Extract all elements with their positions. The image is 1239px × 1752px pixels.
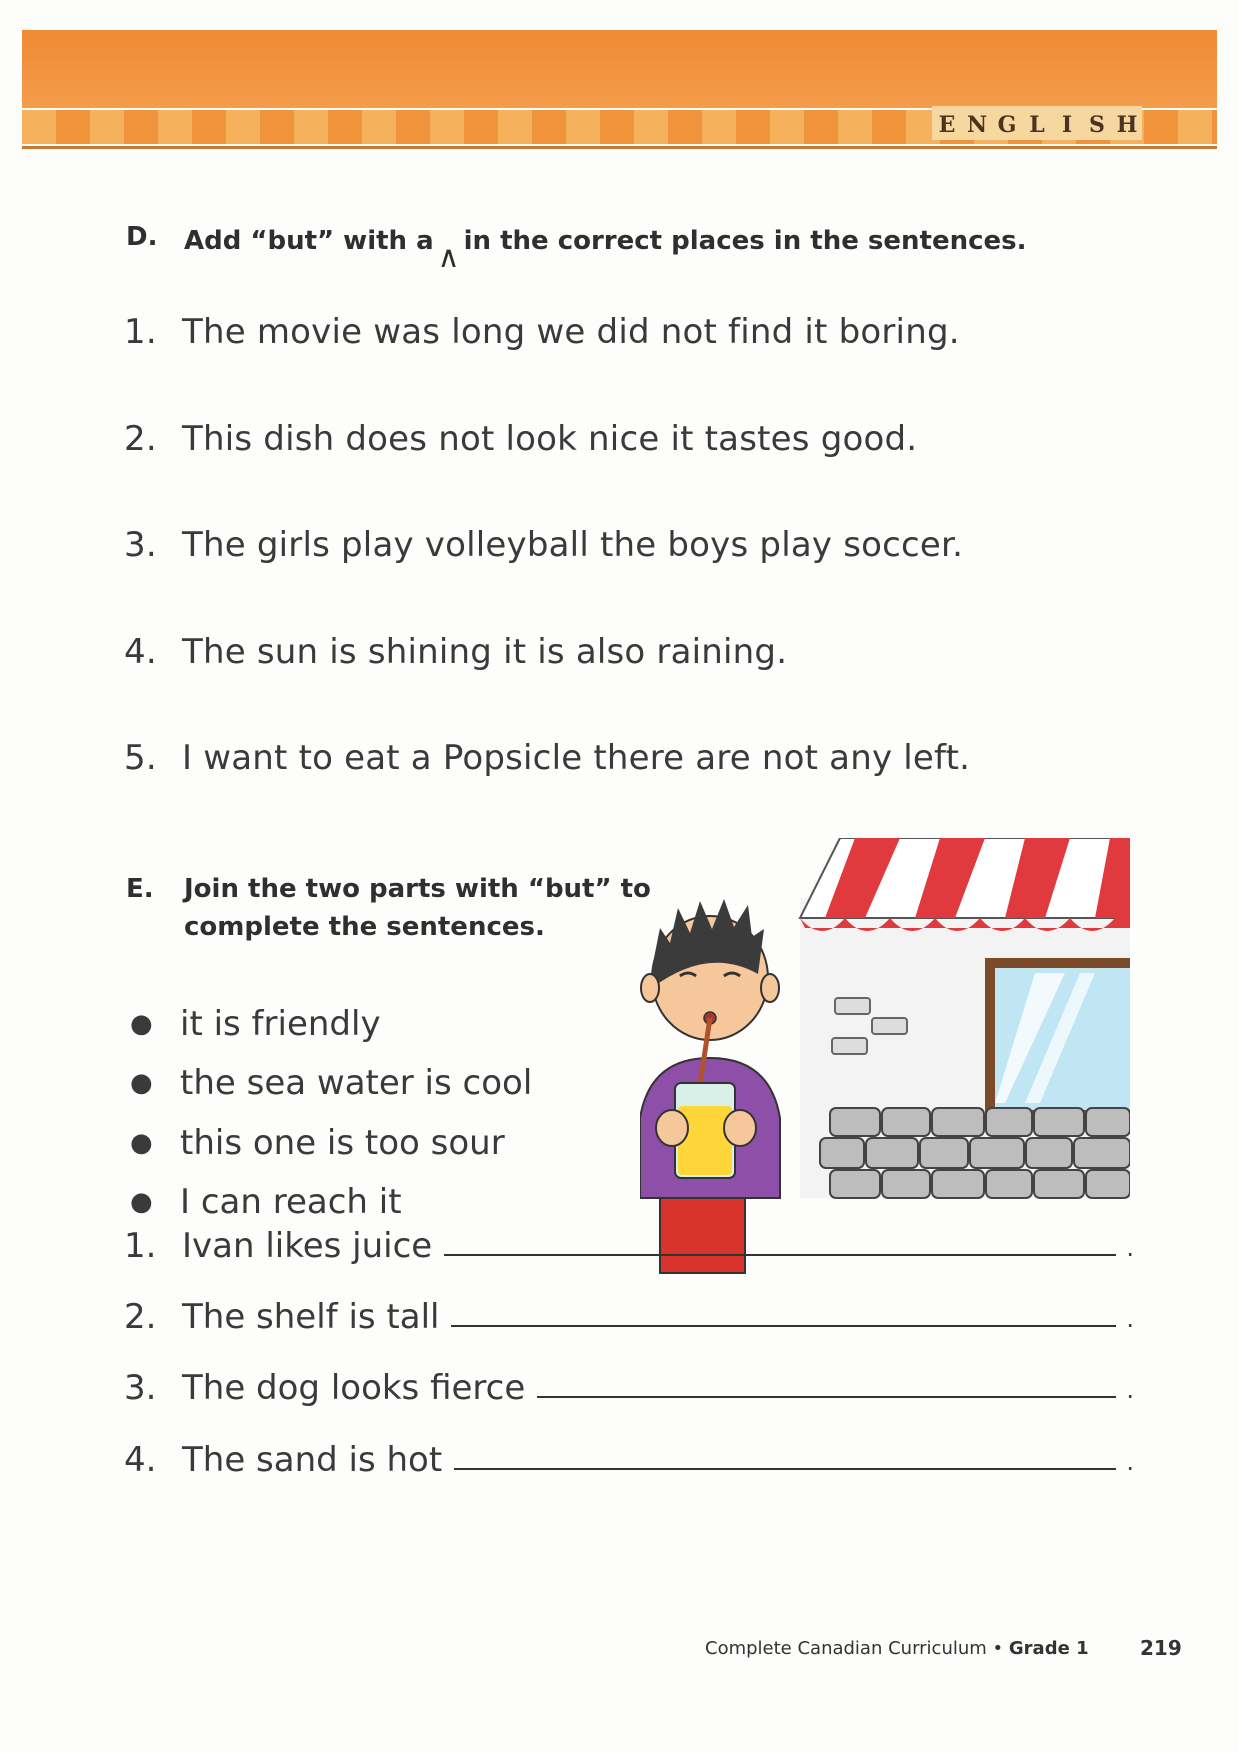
- sentence-number: 5.: [124, 738, 157, 778]
- answer-blank[interactable]: [454, 1466, 1116, 1470]
- option-item: [130, 1182, 402, 1222]
- option-item: [130, 1063, 532, 1103]
- subject-letter: E: [932, 106, 962, 140]
- option-item: [130, 1004, 381, 1044]
- sentence-text: The sand is hot: [182, 1440, 443, 1480]
- sentence-number: 2.: [124, 419, 157, 459]
- section-d-heading: [126, 222, 1106, 282]
- section-d-sentence: [124, 738, 970, 778]
- section-d-sentence: [124, 632, 787, 672]
- sentence-text: The shelf is tall: [182, 1297, 440, 1337]
- grade-label: Grade 1: [1008, 1638, 1089, 1659]
- fill-in-sentence: [124, 1297, 1134, 1337]
- section-d-sentence: [124, 419, 917, 459]
- answer-blank[interactable]: [444, 1252, 1116, 1256]
- banner-line: [22, 146, 1217, 149]
- sentence-end-mark: .: [1126, 1448, 1134, 1476]
- fill-in-sentence: [124, 1440, 1134, 1480]
- fill-in-sentence: [124, 1368, 1134, 1408]
- section-d-letter: D.: [126, 222, 158, 252]
- instruction-after: in the correct places in the sentences.: [463, 226, 1027, 256]
- subject-letter: H: [1112, 106, 1142, 140]
- section-e-letter: E.: [126, 874, 154, 904]
- footer-curriculum: [705, 1638, 1089, 1659]
- sentence-number: 3.: [124, 525, 157, 565]
- page-number: 219: [1140, 1636, 1182, 1660]
- subject-letter: G: [992, 106, 1022, 140]
- sentence-number: 4.: [124, 1440, 157, 1480]
- section-e-instruction-line2: complete the sentences.: [184, 912, 545, 942]
- sentence-number: 3.: [124, 1368, 157, 1408]
- bullet-icon: ●: [130, 1009, 153, 1039]
- sentence-number: 4.: [124, 632, 157, 672]
- option-item: [130, 1123, 505, 1163]
- banner-top: [22, 30, 1217, 108]
- bullet-icon: ●: [130, 1068, 153, 1098]
- subject-letter: N: [962, 106, 992, 140]
- section-e-instruction-line1: Join the two parts with “but” to: [184, 874, 651, 904]
- sentence-text: This dish does not look nice it tastes good.: [182, 419, 918, 459]
- option-text: I can reach it: [180, 1182, 402, 1222]
- subject-letter: I: [1052, 106, 1082, 140]
- caret-symbol: ∧: [437, 240, 460, 275]
- boy-drinking-juice-illustration: [640, 838, 1130, 1278]
- instruction-before: Add “but” with a: [184, 226, 434, 256]
- option-text: this one is too sour: [180, 1123, 505, 1163]
- header-banner: [22, 30, 1217, 148]
- option-text: it is friendly: [180, 1004, 381, 1044]
- curriculum-name: Complete Canadian Curriculum: [705, 1638, 987, 1659]
- fill-in-sentence: [124, 1226, 1134, 1266]
- sentence-text: The sun is shining it is also raining.: [182, 632, 788, 672]
- section-e-heading: [126, 874, 686, 954]
- sentence-number: 1.: [124, 312, 157, 352]
- boy-figure: [640, 899, 780, 1273]
- bullet-icon: ●: [130, 1128, 153, 1158]
- sentence-number: 2.: [124, 1297, 157, 1337]
- answer-blank[interactable]: [451, 1323, 1116, 1327]
- section-d-instruction: [184, 222, 1027, 275]
- sentence-text: The girls play volleyball the boys play soccer.: [182, 525, 964, 565]
- subject-letter: L: [1022, 106, 1052, 140]
- sentence-end-mark: .: [1126, 1305, 1134, 1333]
- sentence-end-mark: .: [1126, 1234, 1134, 1262]
- sentence-text: The dog looks fierce: [182, 1368, 526, 1408]
- section-d-sentence: [124, 525, 963, 565]
- answer-blank[interactable]: [537, 1394, 1116, 1398]
- section-d-sentence: [124, 312, 960, 352]
- subject-label: [932, 106, 1142, 140]
- subject-letter: S: [1082, 106, 1112, 140]
- awning-shape: [800, 838, 1130, 931]
- option-text: the sea water is cool: [180, 1063, 533, 1103]
- sentence-text: I want to eat a Popsicle there are not any left.: [182, 738, 971, 778]
- sentence-text: The movie was long we did not find it boring.: [182, 312, 960, 352]
- sentence-text: Ivan likes juice: [182, 1226, 433, 1266]
- bullet-icon: ●: [130, 1187, 153, 1217]
- footer-separator: •: [992, 1638, 1004, 1659]
- sentence-number: 1.: [124, 1226, 157, 1266]
- sentence-end-mark: .: [1126, 1376, 1134, 1404]
